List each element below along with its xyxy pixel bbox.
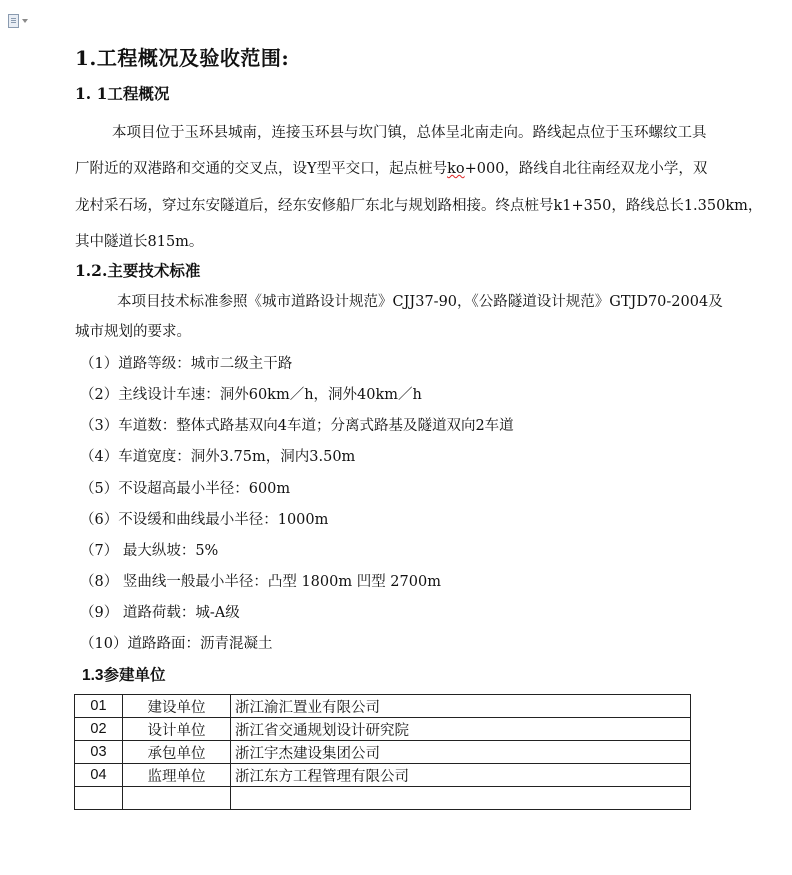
intro-line-1: 本项目技术标准参照《城市道路设计规范》CJJ37-90，《公路隧道设计规范》GTJD70-2004及 (117, 294, 723, 310)
paragraph-line-2-tail: +000，路线自北往南经双龙小学，双 (464, 161, 708, 177)
table-cell-role: 监理单位 (123, 764, 231, 787)
table-cell-number (75, 787, 123, 810)
table-row (75, 764, 691, 787)
page-icon (8, 14, 19, 28)
intro-line-2: 城市规划的要求。 (75, 324, 191, 340)
section-1-1-heading: 1. 1工程概况 (75, 84, 170, 103)
spec-item: （6）不设缓和曲线最小半径：1000m (80, 512, 329, 528)
paragraph-line-2 (75, 157, 707, 178)
table-cell-role: 设计单位 (123, 718, 231, 741)
paragraph-line-4: 其中隧道长815m。 (75, 234, 204, 250)
section-1-heading: 1.工程概况及验收范围: (75, 46, 290, 70)
spec-item: （3）车道数：整体式路基双向4车道；分离式路基及隧道双向2车道 (80, 418, 514, 434)
table-cell-role: 建设单位 (123, 695, 231, 718)
misspelled-word: ko (447, 161, 465, 177)
document-icon[interactable] (6, 14, 34, 30)
spec-item: （2）主线设计车速：洞外60km／h，洞外40km／h (80, 387, 422, 403)
spec-item: （8） 竖曲线一般最小半径：凸型 1800m 凹型 2700m (80, 574, 441, 590)
table-cell-company: 浙江渝汇置业有限公司 (231, 695, 691, 718)
section-1-2-heading: 1.2.主要技术标准 (75, 261, 201, 280)
table-cell-company: 浙江省交通规划设计研究院 (231, 718, 691, 741)
paragraph-line-3: 龙村采石场，穿过东安隧道后，经东安修船厂东北与规划路相接。终点桩号k1+350，路线总长1.350km， (75, 198, 763, 214)
table-cell-number: 04 (75, 764, 123, 787)
paragraph-line-2-text: 厂附近的双港路和交通的交叉点，设Y型平交口，起点桩号 (75, 161, 448, 177)
table-row-empty (75, 787, 691, 810)
spec-item: （10）道路路面：沥青混凝土 (80, 636, 273, 652)
table-cell-number: 03 (75, 741, 123, 764)
table-cell-company: 浙江东方工程管理有限公司 (231, 764, 691, 787)
section-1-3-heading: 1.3参建单位 (82, 667, 166, 684)
table-cell-role: 承包单位 (123, 741, 231, 764)
spec-item: （1）道路等级：城市二级主干路 (80, 356, 293, 372)
chevron-down-icon[interactable] (22, 19, 28, 23)
table-cell-number: 02 (75, 718, 123, 741)
table-row (75, 695, 691, 718)
table-cell-role (123, 787, 231, 810)
paragraph-line-1: 本项目位于玉环县城南，连接玉环县与坎门镇，总体呈北南走向。路线起点位于玉环螺纹工具 (112, 125, 707, 141)
spec-item: （4）车道宽度：洞外3.75m，洞内3.50m (80, 449, 356, 465)
table-row (75, 741, 691, 764)
table-cell-company: 浙江宇杰建设集团公司 (231, 741, 691, 764)
spec-item: （7） 最大纵坡：5% (80, 543, 219, 559)
spec-item: （5）不设超高最小半径：600m (80, 481, 291, 497)
table-cell-company (231, 787, 691, 810)
participants-table (74, 694, 691, 810)
spec-item: （9） 道路荷载：城-A级 (80, 605, 240, 621)
table-cell-number: 01 (75, 695, 123, 718)
table-row (75, 718, 691, 741)
